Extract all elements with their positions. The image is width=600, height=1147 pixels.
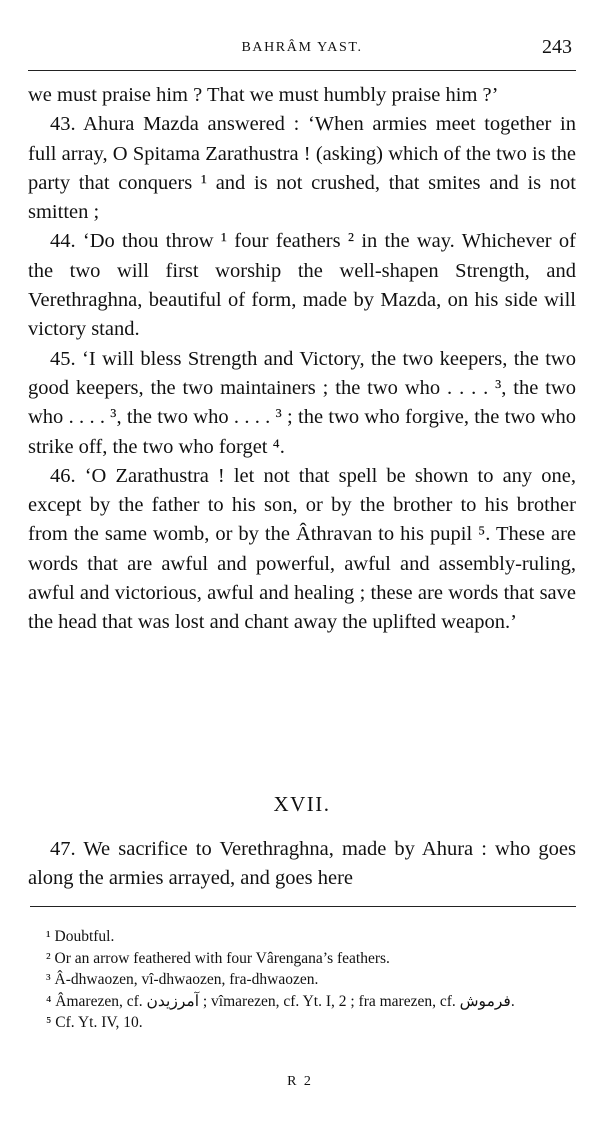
running-head [28, 36, 576, 62]
main-text [28, 81, 576, 638]
page-number: 243 [542, 36, 572, 58]
footnote-2: ² Or an arrow feathered with four Vârengana’s feathers. [46, 949, 390, 967]
footnotes [30, 926, 576, 1034]
footnote-1: ¹ Doubtful. [46, 928, 115, 945]
paragraph-47: 47. We sacrifice to Verethraghna, made by Ahura : who goes along the armies arrayed, and goes here [28, 838, 576, 890]
footnote-rule [30, 906, 576, 907]
paragraph-45: 45. ‘I will bless Strength and Victory, the two keepers, the two good keepers, the two maintainers ; the two who . . . . ³, the two who . . . . ³, the two who . . . . ³ ; the two who forgive, the two who strike off, the two who forget ⁴. [28, 347, 576, 458]
section-title: XVII. [273, 792, 331, 816]
running-title: BAHRÂM YAST. [241, 40, 363, 55]
main-text-continued [28, 835, 576, 894]
footnote-5: ⁵ Cf. Yt. IV, 10. [46, 1014, 143, 1031]
paragraph-46: 46. ‘O Zarathustra ! let not that spell be shown to any one, except by the father to his son, or by the brother to his brother from the same womb, or by the Âthravan to his pupil ⁵. These are words that are awful and powerful, awful and assembly-ruling, awful and victorious, awful and healing ; these are words that save the head that was lost and chant away the uplifted weapon.’ [28, 464, 576, 634]
paragraph-continuation: we must praise him ? That we must humbly praise him ?’ [28, 84, 499, 106]
signature-mark: R 2 [287, 1074, 313, 1089]
footnote-4: ⁴ Âmarezen, cf. آمرزيدن ; vîmarezen, cf. Yt. I, 2 ; fra marezen, cf. فرموش. [46, 992, 515, 1010]
paragraph-43: 43. Ahura Mazda answered : ‘When armies meet together in full array, O Spitama Zarathustra ! (asking) which of the two is the party that conquers ¹ and is not crushed, that smites and is not smitten ; [28, 113, 576, 224]
paragraph-44: 44. ‘Do thou throw ¹ four feathers ² in the way. Whichever of the two will first worship the well-shapen Strength, and Verethraghna, beautiful of form, made by Mazda, on his side will victory stand. [28, 230, 576, 341]
header-rule [28, 70, 576, 71]
footnote-3: ³ Â-dhwaozen, vî-dhwaozen, fra-dhwaozen. [46, 971, 319, 988]
